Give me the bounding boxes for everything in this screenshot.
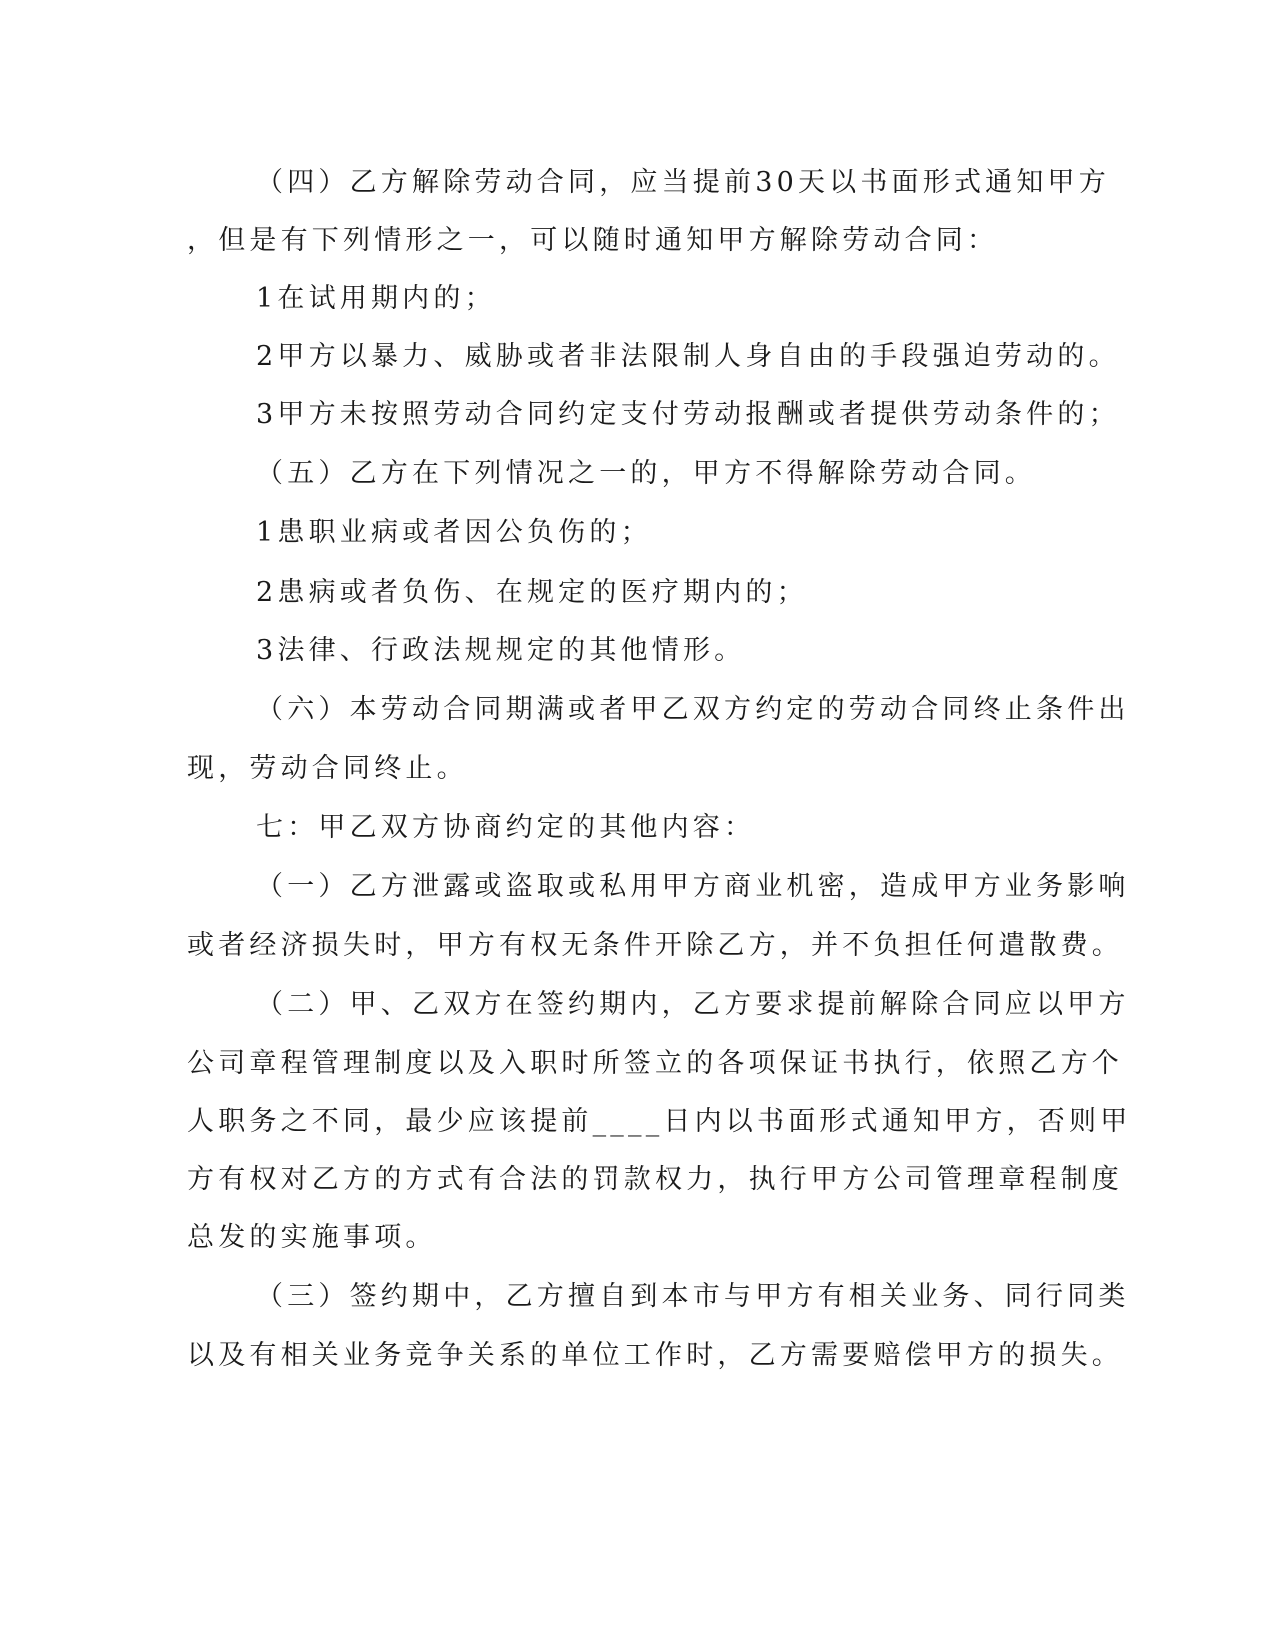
paragraph-line: 以及有相关业务竞争关系的单位工作时，乙方需要赔偿甲方的损失。 [187,1340,1123,1371]
paragraph-line: 或者经济损失时，甲方有权无条件开除乙方，并不负担任何遣散费。 [187,930,1123,961]
paragraph-line: （三）签约期中，乙方擅自到本市与甲方有相关业务、同行同类 [256,1281,1130,1312]
paragraph-line: （一）乙方泄露或盗取或私用甲方商业机密，造成甲方业务影响 [256,871,1130,902]
paragraph-line: 人职务之不同，最少应该提前____日内以书面形式通知甲方，否则甲 [187,1106,1132,1137]
paragraph-line: （六）本劳动合同期满或者甲乙双方约定的劳动合同终止条件出 [256,694,1130,725]
list-item: 1患职业病或者因公负伤的； [256,517,652,548]
paragraph-line: 总发的实施事项。 [187,1222,437,1253]
paragraph-line: 现，劳动合同终止。 [187,753,468,784]
paragraph-line: （四）乙方解除劳动合同，应当提前30天以书面形式通知甲方 [256,167,1110,198]
list-item: 2甲方以暴力、威胁或者非法限制人身自由的手段强迫劳动的。 [256,341,1120,372]
paragraph-line: 公司章程管理制度以及入职时所签立的各项保证书执行，依照乙方个 [187,1048,1123,1079]
section-heading: 七：甲乙双方协商约定的其他内容： [256,812,756,843]
paragraph-line: 方有权对乙方的方式有合法的罚款权力，执行甲方公司管理章程制度 [187,1164,1123,1195]
paragraph-line: （五）乙方在下列情况之一的，甲方不得解除劳动合同。 [256,458,1036,489]
list-item: 1在试用期内的； [256,283,496,314]
list-item: 3法律、行政法规规定的其他情形。 [256,635,746,666]
list-item: 2患病或者负伤、在规定的医疗期内的； [256,577,808,608]
paragraph-line: ，但是有下列情形之一，可以随时通知甲方解除劳动合同： [187,225,999,256]
list-item: 3甲方未按照劳动合同约定支付劳动报酬或者提供劳动条件的； [256,399,1120,430]
paragraph-line: （二）甲、乙双方在签约期内，乙方要求提前解除合同应以甲方 [256,989,1130,1020]
